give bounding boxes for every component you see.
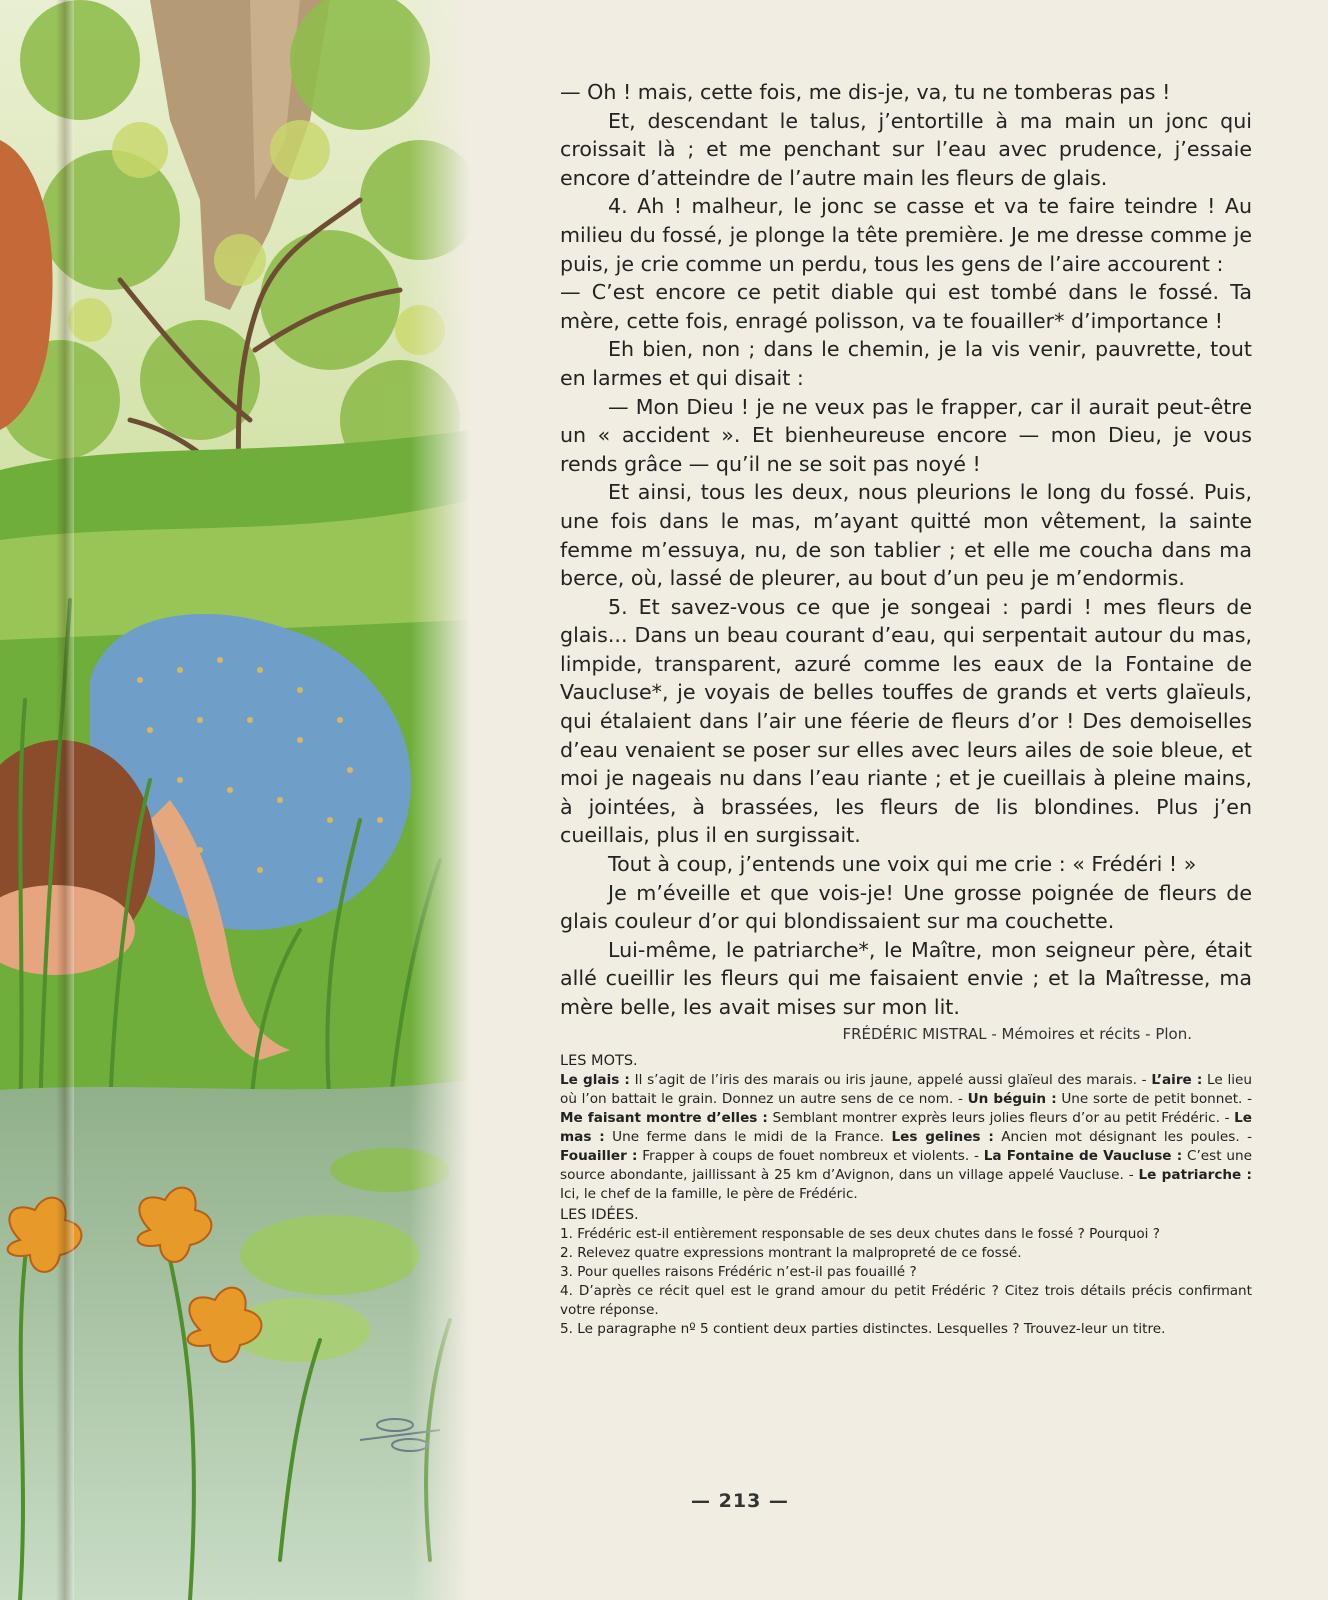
vocab-definition: C’est une source abondante, jaillissant à 25 km d’Avignon, dans un village appelé Vaucluse. - [560, 1147, 1252, 1183]
story-paragraph: Tout à coup, j’entends une voix qui me crie : « Frédéri ! » [608, 852, 1197, 877]
ideas-title: LES IDÉES. [560, 1206, 639, 1223]
page-gutter [56, 0, 74, 1600]
vocab-title: LES MOTS. [560, 1052, 638, 1069]
story-paragraph: Et, descendant le talus, j’entortille à ma main un jonc qui croissait là ; et me penchant sur l’eau avec prudence, j’essaie encore d’atteindre de l’autre main les fleurs de glais. [560, 108, 1252, 190]
story-paragraph: — C’est encore ce petit diable qui est tombé dans le fossé. Ta mère, cette fois, enragé polisson, va te fouailler* d’importance ! [560, 280, 1252, 333]
ideas-questions [560, 1225, 1252, 1339]
story-paragraph: — Mon Dieu ! je ne veux pas le frapper, car il aurait peut-être un « accident ». Et bienheureuse encore — mon Dieu, je vous rends grâce — qu’il ne se soit pas noyé ! [560, 394, 1252, 476]
question-item: 4. D’après ce récit quel est le grand amour du petit Frédéric ? Citez trois détails précis confirmant votre réponse. [560, 1282, 1252, 1318]
question-item: 3. Pour quelles raisons Frédéric n’est-il pas fouaillé ? [560, 1263, 917, 1280]
vocab-definition: Une ferme dans le midi de la France. [612, 1128, 884, 1145]
vocab-term: L’aire : [1151, 1071, 1203, 1088]
vocab-glossary [560, 1071, 1252, 1204]
story-paragraph: Eh bien, non ; dans le chemin, je la vis venir, pauvrette, tout en larmes et qui disait : [560, 337, 1252, 390]
story-paragraph: Lui-même, le patriarche*, le Maître, mon seigneur père, était allé cueillir les fleurs qui me faisaient envie ; et la Maîtresse, ma mère belle, les avait mises sur mon lit. [560, 937, 1252, 1019]
page-number: — 213 — [691, 1490, 789, 1512]
vocab-definition: Il s’agit de l’iris des marais ou iris jaune, appelé aussi glaïeul des marais. - [634, 1071, 1147, 1088]
vocab-definition: Le lieu où l’on battait le grain. Donnez un autre sens de ce nom. - [560, 1071, 1252, 1107]
vocab-term: Le glais : [560, 1071, 630, 1088]
source-citation: FRÉDÉRIC MISTRAL - Mémoires et récits - Plon. [842, 1024, 1192, 1043]
vocab-term: Le mas : [560, 1109, 1253, 1145]
story-paragraph: 4. Ah ! malheur, le jonc se casse et va te faire teindre ! Au milieu du fossé, je plonge la tête première. Je me dresse comme je puis, je crie comme un perdu, tous les gens de l’aire accourent : [560, 194, 1252, 276]
vocab-term: Fouailler : [560, 1147, 638, 1164]
vocab-definition: Ici, le chef de la famille, le père de Frédéric. [560, 1185, 858, 1202]
vocab-term: La Fontaine de Vaucluse : [983, 1147, 1183, 1164]
illustration [0, 0, 470, 1600]
story-paragraph: — Oh ! mais, cette fois, me dis-je, va, tu ne tomberas pas ! [560, 80, 1171, 104]
vocab-definition: Une sorte de petit bonnet. - [1061, 1090, 1252, 1107]
story-paragraph: Je m’éveille et que vois-je! Une grosse poignée de fleurs de glais couleur d’or qui blondissaient sur ma couchette. [560, 880, 1252, 934]
text-column [560, 78, 1252, 1339]
question-item: 2. Relevez quatre expressions montrant la malpropreté de ce fossé. [560, 1244, 1022, 1261]
vocab-definition: Ancien mot désignant les poules. - [1001, 1128, 1252, 1145]
vocab-term: Les gelines : [891, 1128, 994, 1145]
vocab-definition: Frapper à coups de fouet nombreux et violents. - [642, 1147, 979, 1164]
story-paragraph: 5. Et savez-vous ce que je songeai : pardi ! mes fleurs de glais... Dans un beau courant d’eau, qui serpentait autour du mas, limpide, transparent, azuré comme les eaux de la Fontaine de Vaucluse*, je voyais de belles touffes de grands et verts glaïeuls, qui étalaient dans l’air une féerie de fleurs d’or ! Des demoiselles d’eau venaient se poser sur elles avec leurs ailes de soie bleue, et moi je nageais nu dans l’eau riante ; et je cueillais à pleine mains, à jointées, à brassées, les fleurs de lis blondines. Plus j’en cueillais, plus il en surgissait. [560, 594, 1252, 848]
question-item: 5. Le paragraphe nº 5 contient deux parties distinctes. Lesquelles ? Trouvez-leur un titre. [560, 1320, 1166, 1337]
question-item: 1. Frédéric est-il entièrement responsable de ses deux chutes dans le fossé ? Pourquoi ? [560, 1225, 1160, 1242]
story-paragraph: Et ainsi, tous les deux, nous pleurions le long du fossé. Puis, une fois dans le mas, m’ayant quitté mon vêtement, la sainte femme m’essuya, nu, de son tablier ; et elle me coucha dans ma berce, où, lassé de pleurer, au bout d’un peu je m’endormis. [560, 480, 1252, 591]
story-text [560, 78, 1252, 1022]
vocab-term: Me faisant montre d’elles : [560, 1109, 768, 1126]
vocab-definition: Semblant montrer exprès leurs jolies fleurs d’or au petit Frédéric. - [772, 1109, 1230, 1126]
vocab-term: Le patriarche : [1138, 1166, 1252, 1183]
vocab-term: Un béguin : [967, 1090, 1057, 1107]
